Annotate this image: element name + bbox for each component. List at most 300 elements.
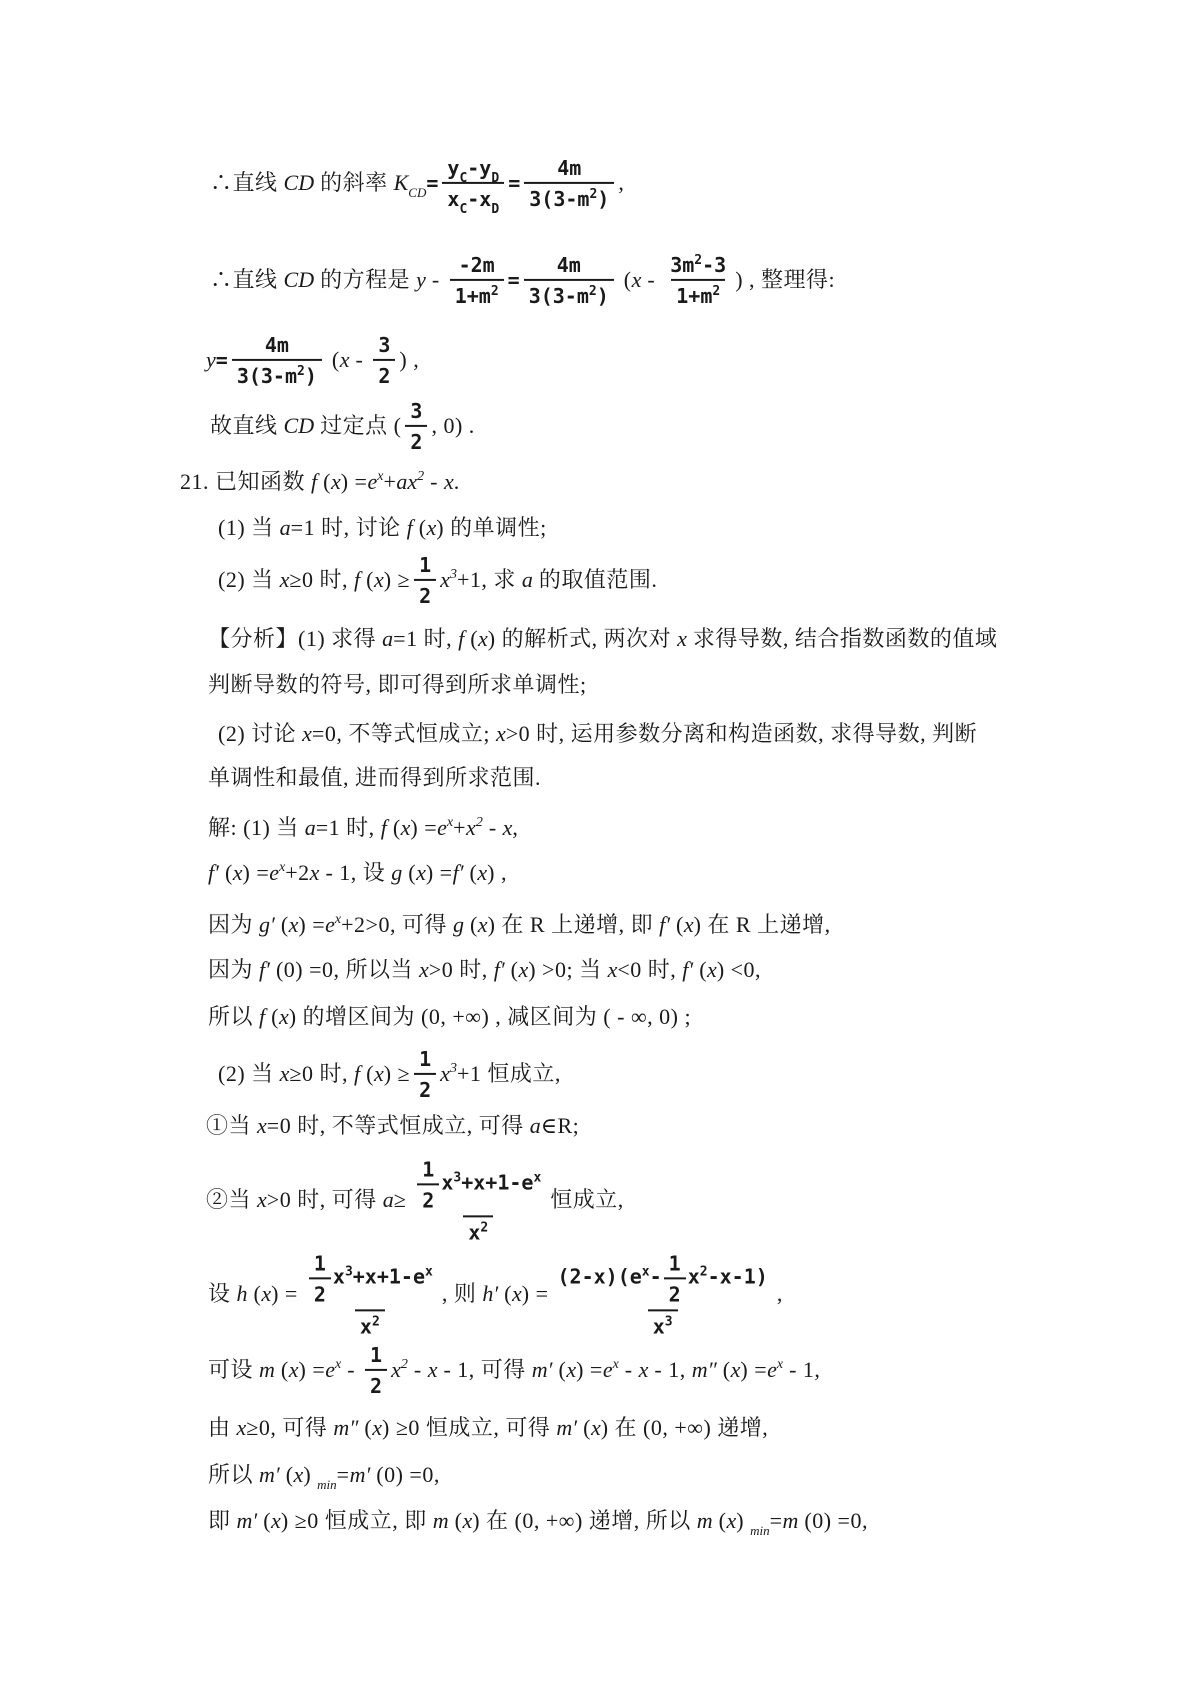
fraction-numerator	[414, 552, 436, 579]
text-segment: =1 时,	[315, 815, 381, 841]
text-segment: x	[631, 267, 642, 293]
document-line-5	[180, 467, 460, 497]
text-segment: ) 的增区间为 (0, +∞) , 减区间为 ( - ∞, 0) ;	[288, 1004, 692, 1030]
text-segment: m″	[333, 1415, 359, 1441]
text-segment: e	[367, 469, 378, 495]
text-segment: 3(3-m	[528, 284, 589, 308]
fraction	[414, 1046, 436, 1102]
fraction-numerator	[302, 1249, 438, 1309]
superscript-segment: 2	[694, 252, 703, 268]
text-segment: ∴直线	[210, 267, 284, 293]
superscript-segment: 3	[449, 567, 457, 583]
text-segment: h′	[482, 1281, 499, 1307]
text-segment: .	[453, 469, 460, 495]
fraction	[365, 1342, 387, 1398]
text-segment: -	[641, 267, 662, 293]
text-segment: (	[463, 860, 478, 886]
text-segment: -	[425, 267, 446, 293]
text-segment: ≥0 时,	[289, 567, 354, 593]
text-segment: (0) =0,	[370, 1462, 440, 1488]
text-segment: f′	[493, 957, 505, 983]
text-segment: CD	[283, 170, 315, 196]
text-segment: ,	[618, 170, 625, 196]
superscript-segment: x	[446, 815, 454, 831]
fraction-denominator	[414, 1073, 436, 1102]
text-segment: m	[696, 1508, 713, 1534]
text-segment: 由	[208, 1415, 237, 1441]
text-segment: -y	[467, 155, 492, 180]
text-segment: 2	[378, 364, 391, 388]
text-segment: x	[302, 721, 312, 747]
document-line-17	[218, 1048, 561, 1104]
text-segment: x	[477, 912, 488, 938]
text-segment: f	[406, 515, 413, 541]
text-segment: ax	[396, 469, 418, 495]
fraction	[405, 398, 427, 454]
text-segment: 2	[419, 1078, 432, 1102]
text-segment: 所以	[208, 1462, 260, 1488]
text-segment: a	[279, 515, 291, 541]
document-line-24	[208, 1506, 868, 1539]
text-segment: 解: (1) 当	[208, 815, 305, 841]
text-segment: x	[466, 815, 476, 841]
text-segment: (	[448, 1508, 463, 1534]
text-segment: ≥0, 可得	[246, 1415, 334, 1441]
text-segment: 1+m	[676, 284, 713, 308]
text-segment: m″	[691, 1357, 717, 1383]
text-segment: e	[767, 1357, 777, 1383]
text-segment: - 1, 可得	[437, 1357, 532, 1383]
text-segment: (2-x)(e	[557, 1264, 642, 1289]
fraction-denominator	[232, 359, 322, 388]
fraction	[553, 1249, 773, 1338]
document-line-1	[210, 155, 625, 217]
text-segment: +x+1-e	[461, 1170, 534, 1195]
text-segment: 2	[313, 1282, 326, 1307]
fraction-numerator	[410, 1155, 546, 1215]
text-segment: x	[447, 187, 460, 211]
text-segment: (	[498, 1281, 512, 1307]
text-segment: h	[236, 1281, 248, 1307]
text-segment: x	[293, 1462, 304, 1488]
text-segment: x	[288, 912, 299, 938]
subscript-segment: CD	[408, 185, 427, 201]
superscript-segment: 2	[400, 1357, 408, 1373]
text-segment: +	[453, 815, 467, 841]
document-line-9	[208, 670, 587, 700]
text-segment: (	[693, 957, 708, 983]
text-segment: - 1,	[783, 1357, 821, 1383]
text-segment: x	[288, 1357, 299, 1383]
text-segment: -x-1)	[707, 1264, 768, 1289]
text-segment: ) 在 R 上递增, 即	[487, 912, 660, 938]
text-segment: (	[617, 267, 632, 293]
text-segment: 恒成立,	[550, 1187, 624, 1213]
text-segment: ) =	[298, 1357, 326, 1383]
fraction-denominator	[671, 279, 725, 308]
superscript-segment: 2	[490, 284, 499, 299]
text-segment: >0 时, 可得	[266, 1187, 383, 1213]
text-segment: x	[257, 1113, 267, 1139]
fraction-numerator	[414, 1046, 436, 1073]
text-segment: ≥	[393, 1187, 407, 1213]
text-segment: (	[257, 1508, 272, 1534]
document-line-19	[206, 1157, 624, 1246]
text-segment: x	[257, 1187, 267, 1213]
superscript-segment: x	[612, 1357, 619, 1373]
text-segment: m′	[531, 1357, 553, 1383]
text-segment: m	[259, 1357, 275, 1383]
fraction	[665, 252, 731, 308]
subscript-segment: min	[750, 1523, 770, 1539]
text-segment: (	[412, 515, 427, 541]
text-segment: m	[782, 1508, 799, 1534]
text-segment: 3m	[670, 252, 695, 277]
text-segment: ) <0,	[716, 957, 762, 983]
text-segment: a	[382, 1187, 394, 1213]
text-segment: 的方程是	[314, 267, 417, 293]
text-segment: 【分析】(1) 求得	[208, 626, 383, 652]
superscript-segment: x	[425, 1264, 433, 1280]
text-segment: 即	[208, 1508, 237, 1534]
text-segment: x	[441, 1170, 454, 1195]
document-line-2	[210, 254, 835, 310]
superscript-segment: x	[334, 912, 342, 928]
fraction	[309, 1250, 331, 1306]
text-segment: ) =	[521, 1281, 549, 1307]
fraction	[414, 552, 436, 608]
text-segment: x	[512, 1281, 522, 1307]
text-segment: (0) =0, 所以当	[269, 957, 420, 983]
text-segment: 4m	[264, 332, 289, 357]
superscript-segment: x	[533, 1170, 542, 1186]
subscript-segment: C	[459, 170, 468, 186]
text-segment: ,	[512, 815, 519, 841]
text-segment: 3(3-m	[529, 187, 590, 211]
text-segment: ) 在 R 上递增,	[693, 912, 831, 938]
text-segment: m′	[349, 1462, 371, 1488]
subscript-segment: C	[459, 202, 468, 217]
text-segment: x	[607, 957, 618, 983]
text-segment: , 0) .	[431, 413, 475, 439]
text-segment: x	[271, 1508, 281, 1534]
text-segment: , 则	[441, 1281, 483, 1307]
text-segment: =	[215, 348, 228, 373]
text-segment: CD	[283, 413, 315, 439]
fraction-denominator	[414, 579, 436, 608]
text-segment: 过定点 (	[314, 413, 402, 439]
text-segment: ,	[776, 1281, 783, 1307]
text-segment: ) 在 (0, +∞) 递增,	[600, 1415, 769, 1441]
fraction-numerator	[365, 1342, 387, 1369]
fraction	[442, 155, 504, 217]
fraction-numerator	[405, 398, 427, 425]
superscript-segment: 2	[371, 1314, 380, 1330]
text-segment: f′	[259, 957, 270, 983]
text-segment: >0 时, 运用参数分离和构造函数, 求得导数, 判断	[505, 721, 978, 747]
superscript-segment: 3	[449, 1061, 457, 1077]
text-segment: ≥0 时,	[289, 1061, 354, 1087]
text-segment: =1 时,	[393, 626, 459, 652]
text-segment: (	[274, 1357, 289, 1383]
superscript-segment: 3	[344, 1264, 353, 1280]
document-line-22	[208, 1413, 768, 1443]
text-segment: ) =	[271, 1281, 298, 1307]
superscript-segment: 2	[699, 1264, 708, 1280]
text-segment: (1) 当	[218, 515, 280, 541]
superscript-segment: 2	[297, 364, 305, 379]
text-segment: )	[596, 284, 609, 308]
document-line-4	[210, 400, 475, 456]
text-segment: ) >0; 当	[528, 957, 608, 983]
text-segment: x	[339, 347, 350, 373]
text-segment: )	[736, 1508, 751, 1534]
document-line-20	[208, 1251, 783, 1340]
fraction-numerator	[454, 252, 500, 279]
fraction-numerator	[664, 1250, 686, 1277]
fraction-denominator	[405, 425, 427, 454]
text-segment: m′	[236, 1508, 258, 1534]
document-line-15	[208, 955, 761, 985]
text-segment: x	[261, 1281, 272, 1307]
document-line-16	[208, 1002, 691, 1032]
text-segment: f′	[682, 957, 694, 983]
text-segment: +2>0, 可得	[341, 912, 453, 938]
text-segment: x	[440, 1061, 450, 1087]
fraction	[410, 1155, 546, 1244]
document-line-6	[218, 513, 547, 543]
text-segment: x	[236, 1415, 247, 1441]
text-segment: +2	[285, 860, 310, 886]
document-line-18	[206, 1111, 579, 1141]
text-segment: x	[419, 957, 429, 983]
text-segment: 1	[419, 1046, 432, 1071]
text-segment: =	[508, 171, 521, 196]
superscript-segment: 2	[712, 284, 721, 299]
text-segment: (	[265, 1004, 279, 1030]
text-segment: x	[372, 1415, 383, 1441]
text-segment: 1+m	[454, 284, 491, 308]
text-segment: (	[279, 1462, 294, 1488]
text-segment: x	[707, 957, 717, 983]
text-segment: (2) 讨论	[218, 721, 303, 747]
text-segment: -	[349, 347, 370, 373]
text-segment: x	[683, 912, 694, 938]
document-line-10	[218, 719, 977, 749]
text-segment: 2	[422, 1188, 435, 1213]
fraction-denominator	[365, 1369, 387, 1398]
text-segment: x	[566, 1357, 577, 1383]
fraction-denominator	[309, 1277, 331, 1306]
subscript-segment: D	[491, 170, 500, 186]
text-segment: (	[402, 860, 417, 886]
text-segment: (	[463, 912, 478, 938]
text-segment: )	[303, 1462, 318, 1488]
fraction	[417, 1156, 439, 1212]
text-segment: ) , 整理得:	[735, 267, 836, 293]
text-segment: +	[383, 469, 397, 495]
text-segment: (	[716, 1357, 731, 1383]
text-segment: e	[325, 1357, 335, 1383]
text-segment: ) ,	[399, 347, 420, 373]
document-line-11	[208, 763, 541, 793]
text-segment: 3	[378, 332, 391, 357]
text-segment: ①当	[206, 1113, 258, 1139]
superscript-segment: 3	[664, 1314, 673, 1330]
text-segment: ) =	[425, 860, 453, 886]
text-segment: 所以	[208, 1004, 260, 1030]
text-segment: f′	[659, 912, 671, 938]
text-segment: 1	[422, 1157, 435, 1182]
text-segment: x	[443, 469, 454, 495]
text-segment: x	[391, 1357, 401, 1383]
text-segment: +1, 求	[456, 567, 522, 593]
document-line-3	[206, 334, 419, 390]
fraction	[302, 1249, 438, 1338]
fraction-denominator	[417, 1183, 439, 1212]
text-segment: (	[358, 1415, 373, 1441]
text-segment: x	[232, 860, 243, 886]
text-segment: (	[670, 912, 684, 938]
text-segment: m	[432, 1508, 449, 1534]
text-segment: x	[309, 860, 320, 886]
fraction-numerator	[552, 155, 586, 182]
text-segment: -2m	[458, 252, 495, 277]
text-segment: ) ≥	[383, 1061, 411, 1087]
text-segment: g′	[259, 912, 275, 938]
fraction-numerator	[417, 1156, 439, 1183]
text-segment: 4m	[557, 155, 582, 180]
document-line-21	[208, 1344, 820, 1400]
text-segment: x	[590, 1415, 601, 1441]
text-segment: f	[311, 469, 318, 495]
text-segment: CD	[283, 267, 315, 293]
text-segment: )	[597, 187, 610, 211]
text-segment: 的斜率	[314, 170, 394, 196]
text-segment: f′	[452, 860, 464, 886]
text-segment: ) ≥	[383, 567, 411, 593]
text-segment: =	[336, 1462, 350, 1488]
text-segment: 判断导数的符号, 即可得到所求单调性;	[208, 672, 587, 698]
text-segment: ) =	[298, 912, 326, 938]
fraction	[450, 252, 504, 308]
fraction-denominator	[463, 1216, 493, 1245]
text-segment: a	[521, 567, 533, 593]
text-segment: 求得导数, 结合指数函数的值域	[686, 626, 998, 652]
text-segment: 单调性和最值, 进而得到所求范围.	[208, 765, 542, 791]
text-segment: 2	[370, 1374, 383, 1398]
text-segment: ) =	[576, 1357, 603, 1383]
text-segment: x	[638, 1357, 649, 1383]
fraction-numerator	[665, 252, 731, 279]
superscript-segment: 2	[480, 1220, 489, 1236]
text-segment: m′	[259, 1462, 280, 1488]
fraction-denominator	[648, 1310, 678, 1339]
superscript-segment: x	[279, 860, 286, 876]
text-segment: x	[373, 567, 384, 593]
text-segment: m′	[556, 1415, 578, 1441]
text-segment: (	[247, 1281, 262, 1307]
text-segment: 的取值范围.	[532, 567, 658, 593]
text-segment: f′	[208, 860, 219, 886]
document-line-8	[208, 624, 997, 654]
text-segment: e	[602, 1357, 613, 1383]
text-segment: f	[354, 1061, 361, 1087]
text-segment: - 1,	[648, 1357, 692, 1383]
text-segment: - 1, 设	[319, 860, 392, 886]
text-segment: ) ,	[487, 860, 507, 886]
text-segment: f	[354, 567, 361, 593]
text-segment: 1	[419, 552, 432, 577]
text-segment: 1	[313, 1251, 326, 1276]
fraction-denominator	[355, 1310, 385, 1339]
text-segment: +1 恒成立,	[456, 1061, 561, 1087]
text-segment: (2) 当	[218, 1061, 280, 1087]
fraction-numerator	[552, 252, 586, 279]
text-segment: x	[730, 1357, 741, 1383]
text-segment: -3	[702, 252, 727, 277]
text-segment: ) =	[740, 1357, 768, 1383]
text-segment: y	[447, 155, 460, 180]
text-segment: g	[391, 860, 403, 886]
text-segment: ) 的单调性;	[436, 515, 547, 541]
text-segment: (	[386, 815, 401, 841]
text-segment: ) =	[242, 860, 270, 886]
document-line-7	[218, 554, 657, 610]
text-segment: (	[360, 1061, 374, 1087]
text-segment: ) 在 (0, +∞) 递增, 所以	[472, 1508, 697, 1534]
fraction-numerator	[553, 1249, 773, 1309]
text-segment: g	[452, 912, 464, 938]
text-segment: (	[317, 469, 331, 495]
text-segment: (	[712, 1508, 727, 1534]
text-segment: x	[726, 1508, 737, 1534]
text-segment: x	[279, 567, 290, 593]
text-segment: x	[468, 1220, 481, 1245]
text-segment: 设	[208, 1281, 237, 1307]
superscript-segment: x	[377, 469, 384, 485]
text-segment: >0 时,	[428, 957, 494, 983]
text-segment: -	[618, 1357, 639, 1383]
superscript-segment: 2	[589, 187, 598, 202]
text-segment: =0 时, 不等式恒成立, 可得	[266, 1113, 530, 1139]
text-segment: f	[259, 1004, 266, 1030]
superscript-segment: 2	[588, 284, 597, 299]
text-segment: x	[416, 860, 426, 886]
fraction-denominator	[524, 182, 614, 211]
text-segment: 2	[419, 584, 432, 608]
text-segment: ) =	[340, 469, 368, 495]
document-line-23	[208, 1460, 440, 1493]
text-segment: y	[416, 267, 426, 293]
text-segment: 21. 已知函数	[180, 469, 312, 495]
text-segment: 可设	[208, 1357, 260, 1383]
document-line-12	[208, 813, 518, 843]
text-segment: =	[507, 268, 520, 293]
text-segment: ∈R;	[540, 1113, 580, 1139]
text-segment: x	[330, 469, 341, 495]
text-segment: -	[482, 815, 503, 841]
fraction	[524, 155, 614, 211]
fraction-denominator	[524, 279, 614, 308]
superscript-segment: 2	[475, 815, 483, 831]
text-segment: ) ≥0 恒成立, 可得	[382, 1415, 557, 1441]
text-segment: )	[304, 364, 317, 388]
text-segment: f	[458, 626, 465, 652]
text-segment: -x	[467, 187, 492, 211]
text-segment: -	[649, 1264, 662, 1289]
text-segment: x	[426, 515, 437, 541]
